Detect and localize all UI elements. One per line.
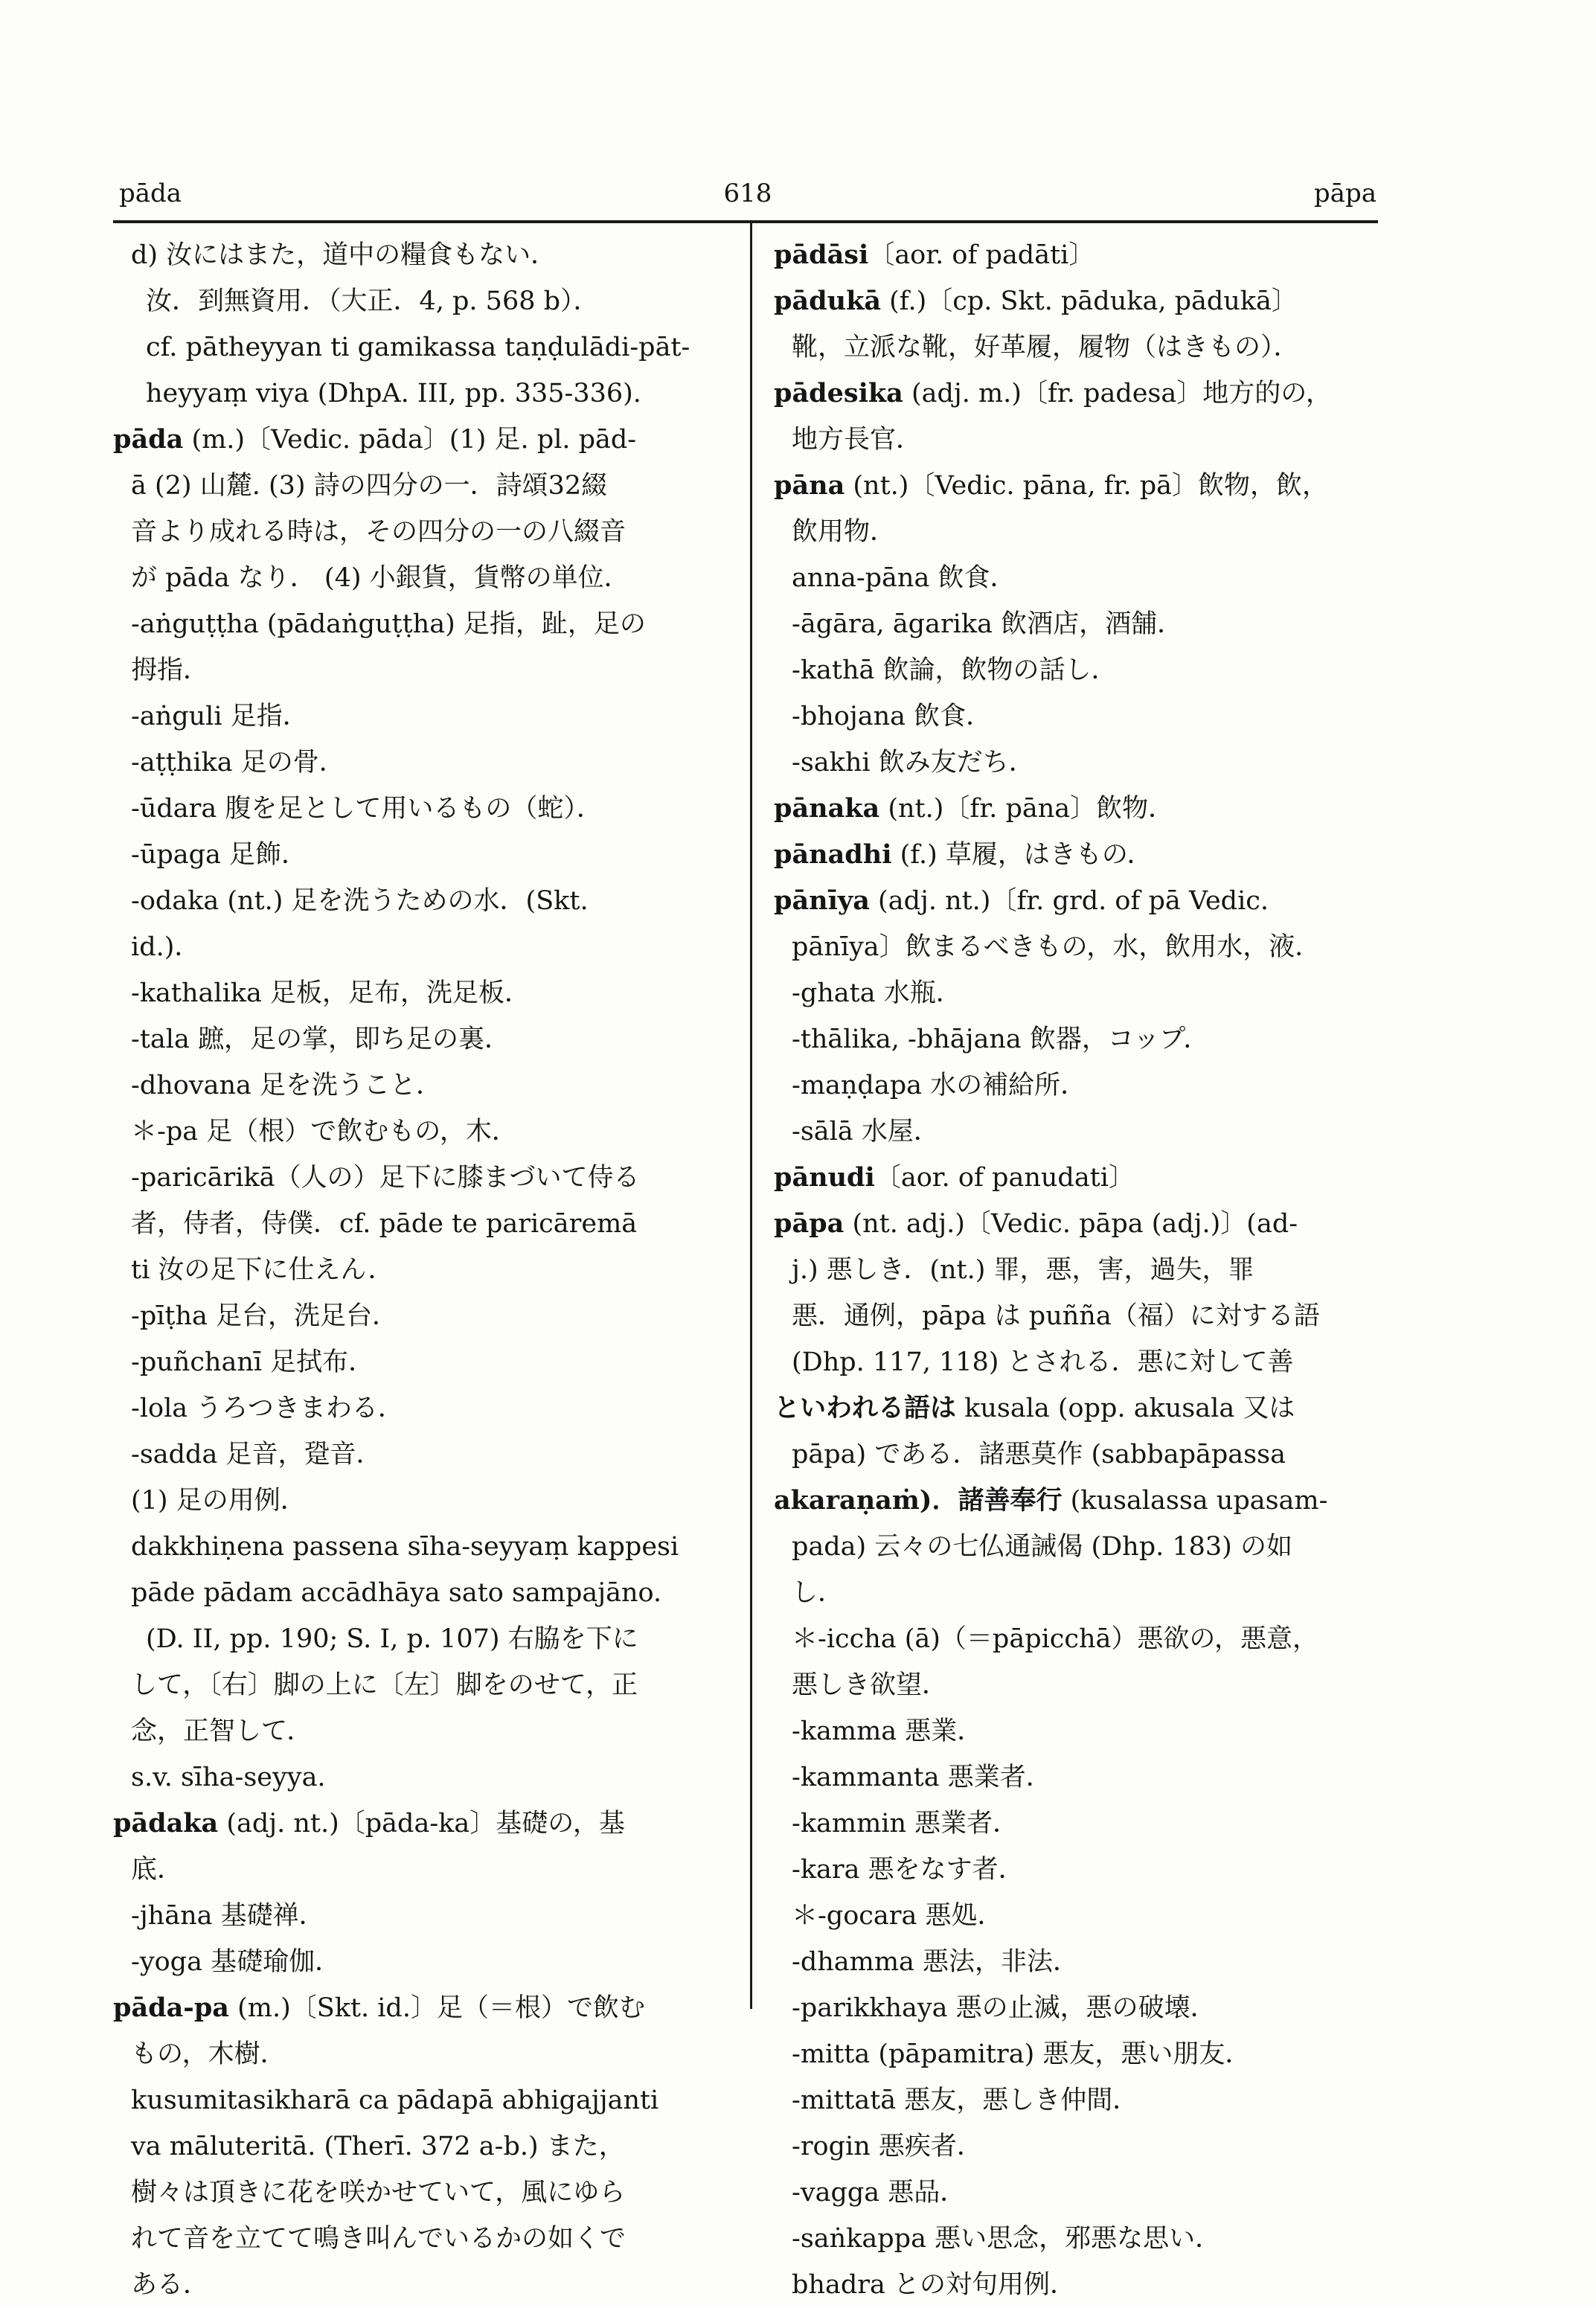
entry-line: -āgāra, āgarika 飲酒店，酒舗． <box>792 609 1184 639</box>
headword: pānadhi <box>774 839 892 870</box>
entry-definition: (nt. adj.)〔Vedic. pāpa (adj.)〕(ad- <box>844 1209 1298 1239</box>
entry-line: -ūpaga 足飾． <box>131 840 308 870</box>
entry-line: -ghata 水瓶． <box>792 978 962 1008</box>
entry-definition: (nt.)〔fr. pāna〕飲物． <box>879 794 1175 824</box>
running-head <box>119 179 1377 216</box>
entry-line: -kamma 悪業． <box>792 1716 984 1746</box>
entry-line: ti 汝の足下に仕えん． <box>131 1255 394 1285</box>
entry-line: -sakhi 飲み友だち． <box>792 748 1035 778</box>
headword: pānaka <box>774 793 880 824</box>
entry-line: -kara 悪をなす者． <box>792 1855 1025 1885</box>
headword: pādesika <box>774 378 903 408</box>
entry-line: (D. II, pp. 190; S. I, p. 107) 右脇を下に <box>146 1624 638 1654</box>
entry-line: ＊-gocara 悪処． <box>792 1901 1004 1931</box>
entry-line: 地方長官． <box>792 425 923 455</box>
entry-line: -yoga 基礎瑜伽． <box>131 1947 342 1977</box>
entry-line: し． <box>792 1578 845 1608</box>
entry-definition: kusala (opp. akusala 又は <box>956 1394 1295 1423</box>
headword: akaraṇaṁ)．諸善奉行 <box>774 1485 1063 1516</box>
entry-headline <box>113 1801 753 1847</box>
entry-line: -dhamma 悪法，非法． <box>792 1947 1080 1977</box>
entry-line: もの，木樹． <box>131 2039 286 2069</box>
headword: pānīya <box>774 885 870 916</box>
running-head-left: pāda <box>119 179 182 208</box>
entry-definition: (f.) 草履，はきもの． <box>891 840 1153 870</box>
entry-line: id.)． <box>131 932 201 962</box>
entry-line: -sālā 水屋． <box>792 1117 940 1147</box>
entry-definition: (m.)〔Skt. id.〕足（＝根）で飲む <box>228 1993 645 2023</box>
headword: pāna <box>774 470 845 501</box>
entry-line: 音より成れる時は，その四分の一の八綴音 <box>131 517 626 547</box>
entry-line: j.) 悪しき．(nt.) 罪，悪，害，過失，罪 <box>792 1255 1254 1285</box>
entry-line: 者，侍者，侍僕．cf. pāde te paricāremā <box>131 1209 638 1239</box>
entry-headline <box>774 232 1384 278</box>
entry-line: -saṅkappa 悪い思念，邪悪な思い． <box>792 2224 1222 2254</box>
header-rule <box>113 220 1378 223</box>
entry-definition: (adj. nt.)〔pāda-ka〕基礎の，基 <box>218 1809 625 1839</box>
entry-line: ＊-pa 足（根）で飲むもの，木． <box>131 1117 518 1147</box>
entry-line: -ūdara 腹を足として用いるもの（蛇）． <box>131 794 603 824</box>
entry-line: ā (2) 山麓. (3) 詩の四分の一．詩頌32綴 <box>131 471 608 501</box>
entry-line: -kathā 飲論，飲物の話し． <box>792 655 1118 685</box>
entry-line: 底． <box>131 1855 184 1885</box>
entry-line: 飲用物． <box>792 517 897 547</box>
entry-line: -paricārikā（人の）足下に膝まづいて侍る <box>131 1163 640 1193</box>
entry-line: cf. pātheyyan ti gamikassa taṇḍulādi-pāt- <box>146 333 690 362</box>
entry-line: ＊-iccha (ā)（＝pāpicchā）悪欲の，悪意， <box>792 1624 1319 1654</box>
entry-line: 念，正智して． <box>131 1716 313 1746</box>
entry-line: 悪．通例，pāpa は puñña（福）に対する語 <box>792 1301 1320 1331</box>
entry-line: 汝．到無資用．（大正．4, p. 568 b）． <box>146 286 600 316</box>
entry-line: d) 汝にはまた，道中の糧食もない． <box>131 240 557 270</box>
entry-line: -thālika, -bhājana 飲器，コップ． <box>792 1025 1210 1054</box>
entry-line: -bhojana 飲食． <box>792 702 993 731</box>
entry-line: dakkhiṇena passena sīha-seyyaṃ kappesi <box>131 1532 679 1562</box>
entry-line: -kammanta 悪業者． <box>792 1763 1052 1792</box>
entry-line: -parikkhaya 悪の止滅，悪の破壊． <box>792 1993 1217 2023</box>
entry-line: pada) 云々の七仏通誡偈 (Dhp. 183) の如 <box>792 1532 1292 1562</box>
entry-headline <box>113 1985 753 2031</box>
entry-line: (1) 足の用例． <box>131 1486 307 1516</box>
entry-line: -vagga 悪品． <box>792 2178 967 2208</box>
headword: といわれる語は <box>774 1393 957 1423</box>
entry-line: して，〔右〕脚の上に〔左〕脚をのせて，正 <box>131 1670 638 1700</box>
entry-line: bhadra との対句用例． <box>792 2270 1076 2300</box>
entry-line: va māluteritā. (Therī. 372 a-b.) また， <box>131 2132 625 2161</box>
right-column <box>774 232 1384 2308</box>
headword: pādukā <box>774 286 881 316</box>
entry-headline <box>774 463 1384 509</box>
headword: pāda-pa <box>113 1993 229 2023</box>
entry-line: -tala 蹠，足の掌，即ち足の裏． <box>131 1025 510 1054</box>
entry-headline <box>774 878 1384 924</box>
entry-line: れて音を立てて鳴き叫んでいるかの如くで <box>131 2224 626 2254</box>
entry-line: -maṇḍapa 水の補給所． <box>792 1071 1087 1100</box>
entry-line: -puñchanī 足拭布． <box>131 1347 375 1377</box>
entry-headline <box>774 832 1384 878</box>
entry-definition: (adj. m.)〔fr. padesa〕地方的の， <box>903 379 1332 408</box>
entry-headline <box>113 417 753 463</box>
entry-headline <box>774 278 1384 324</box>
entry-line: pānīya〕飲まるべきもの，水，飲用水，液． <box>792 932 1321 962</box>
entry-line: -odaka (nt.) 足を洗うための水．(Skt. <box>131 886 589 916</box>
entry-line: -aṭṭhika 足の骨． <box>131 748 345 778</box>
entry-line: -mittatā 悪友，悪しき仲間． <box>792 2086 1139 2115</box>
entry-line: -pīṭha 足台，洗足台． <box>131 1301 399 1331</box>
entry-line: pāde pādam accādhāya sato sampajāno. <box>131 1578 662 1608</box>
entry-line: -dhovana 足を洗うこと． <box>131 1071 443 1100</box>
entry-headline <box>774 1478 1384 1524</box>
entry-line: (Dhp. 117, 118) とされる．悪に対して善 <box>792 1347 1294 1377</box>
entry-line: anna-pāna 飲食． <box>792 563 1016 593</box>
page-number: 618 <box>723 179 772 208</box>
headword: pānudi <box>774 1162 875 1193</box>
entry-line: ある． <box>131 2270 210 2300</box>
entry-line: heyyaṃ viya (DhpA. III, pp. 335-336). <box>146 379 641 408</box>
entry-line: kusumitasikharā ca pādapā abhigajjanti <box>131 2086 659 2115</box>
entry-definition: (adj. nt.)〔fr. grd. of pā Vedic. <box>869 886 1269 916</box>
entry-definition: 〔aor. of panudati〕 <box>874 1163 1135 1193</box>
entry-headline <box>774 1155 1384 1201</box>
entry-headline <box>774 371 1384 417</box>
headword: pādāsi <box>774 240 869 270</box>
entry-line: -aṅguṭṭha (pādaṅguṭṭha) 足指，趾，足の <box>131 609 646 639</box>
entry-line: -kammin 悪業者． <box>792 1809 1019 1839</box>
entry-definition: 〔aor. of padāti〕 <box>868 240 1095 270</box>
entry-line: -mitta (pāpamitra) 悪友，悪い朋友． <box>792 2039 1252 2069</box>
entry-headline <box>774 1201 1384 1247</box>
entry-line: -kathalika 足板，足布，洗足板． <box>131 978 531 1008</box>
entry-definition: (kusalassa upasam- <box>1062 1486 1328 1516</box>
left-column <box>113 232 753 2308</box>
entry-line: -jhāna 基礎禅． <box>131 1901 325 1931</box>
headword: pāpa <box>774 1208 845 1239</box>
entry-definition: (nt.)〔Vedic. pāna, fr. pā〕飲物，飲， <box>845 471 1328 501</box>
entry-line: s.v. sīha-seyya. <box>131 1763 326 1792</box>
headword: pādaka <box>113 1808 219 1839</box>
entry-line: pāpa) である．諸悪莫作 (sabbapāpassa <box>792 1440 1286 1469</box>
entry-line: が pāda なり． (4) 小銀貨，貨幣の単位． <box>131 563 630 593</box>
entry-line: 悪しき欲望． <box>792 1670 949 1700</box>
entry-headline <box>774 786 1384 832</box>
entry-line: 拇指． <box>131 655 210 685</box>
entry-definition: (f.)〔cp. Skt. pāduka, pādukā〕 <box>881 286 1298 316</box>
entry-line: 靴，立派な靴，好革履，履物（はきもの）． <box>792 333 1300 362</box>
entry-line: -sadda 足音，跫音． <box>131 1440 382 1469</box>
headword: pāda <box>113 424 184 455</box>
running-head-right: pāpa <box>1313 179 1377 208</box>
entry-headline <box>774 1385 1384 1432</box>
entry-line: -lola うろつきまわる． <box>131 1394 404 1423</box>
entry-definition: (m.)〔Vedic. pāda〕(1) 足. pl. pād- <box>183 425 637 455</box>
entry-line: -rogin 悪疾者． <box>792 2132 983 2161</box>
entry-line: 樹々は頂きに花を咲かせていて，風にゆら <box>131 2178 626 2208</box>
entry-line: -aṅguli 足指． <box>131 702 309 731</box>
